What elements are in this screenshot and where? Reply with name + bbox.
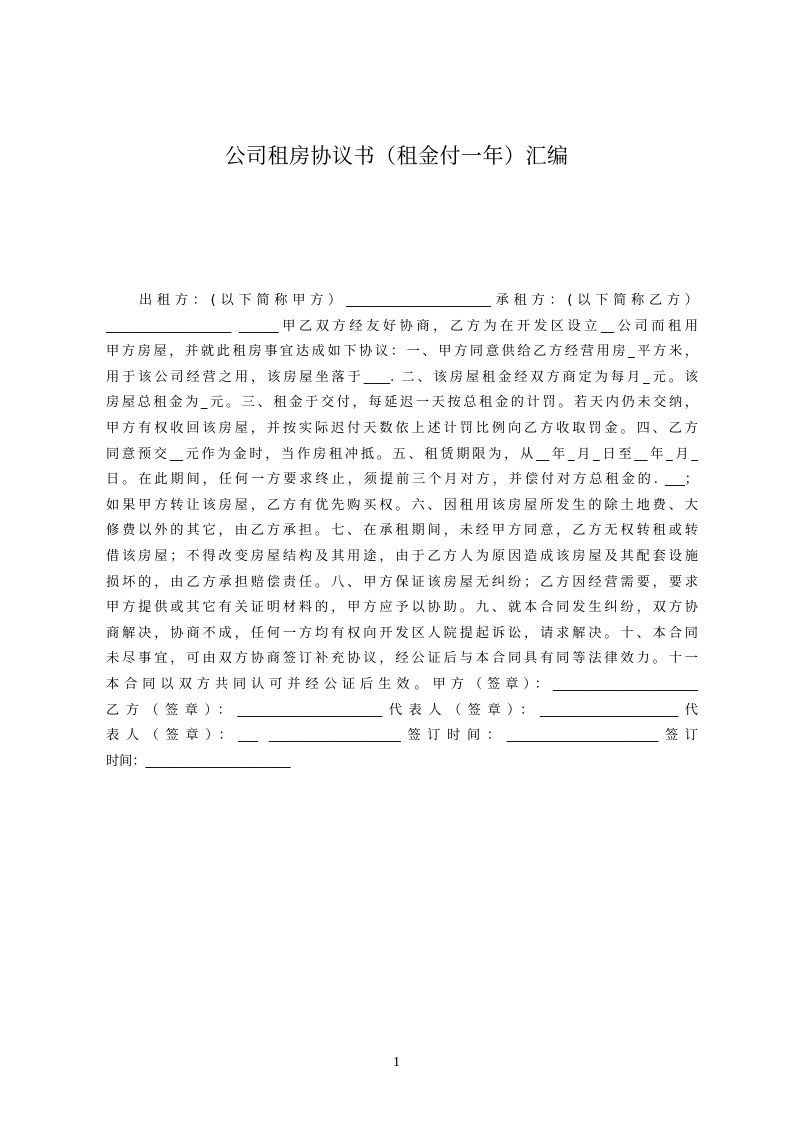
agreement-body xyxy=(106,288,698,774)
document-title: 公司租房协议书（租金付一年）汇编 xyxy=(224,144,569,168)
body-line: 甲方有权收回该房屋，并按实际迟付天数依上述计罚比例向乙方收取罚金。四、乙方 xyxy=(106,420,698,436)
body-line: 借该房屋；不得改变房屋结构及其用途，由于乙方人为原因造成该房屋及其配套设施 xyxy=(106,548,698,564)
body-line: 未尽事宜，可由双方协商签订补充协议，经公证后与本合同具有同等法律效力。十一 xyxy=(106,651,698,667)
body-line: 商解决，协商不成，任何一方均有权向开发区人院提起诉讼，请求解决。十、本合同 xyxy=(106,625,698,641)
body-line: 出租方：(以下简称甲方）______________________承租方：(以下简称乙方） xyxy=(139,293,698,308)
body-line: 日。在此期间，任何一方要求终止，须提前三个月对方，并偿付对方总租金的. ___； xyxy=(106,472,698,488)
body-line: 修费以外的其它，由乙方承担。七、在承租期间，未经甲方同意，乙方无权转租或转 xyxy=(106,523,698,539)
body-line: 甲方提供或其它有关证明材料的，甲方应予以协助。九、就本合同发生纠纷，双方协 xyxy=(106,600,698,616)
page-number: 1 xyxy=(393,1055,400,1070)
body-line: 本合同以双方共同认可并经公证后生效。甲方（签章）：______________________ xyxy=(106,676,698,692)
body-line: 用于该公司经营之用，该房屋坐落于____. 二、该房屋租金经双方商定为每月_元。该 xyxy=(106,369,698,385)
body-line: 甲方房屋，并就此租房事宜达成如下协议：一、甲方同意供给乙方经营用房_平方米， xyxy=(106,344,698,360)
body-line: 时间：______________________ xyxy=(106,753,291,769)
body-line: 同意预交__元作为金时，当作房租冲抵。五、租赁期限为，从__年_月_日至__年_月_ xyxy=(106,446,698,462)
body-line: 表人（签章）：___ ____________________签订时间：_______________________签订 xyxy=(106,728,698,744)
body-line: 损坏的，由乙方承担赔偿责任。八、甲方保证该房屋无纠纷；乙方因经营需要，要求 xyxy=(106,574,698,590)
body-line: 乙方（签章）：______________________代表人（签章）：_____________________代 xyxy=(106,702,698,718)
body-line: 房屋总租金为_元。三、租金于交付，每延迟一天按总租金的计罚。若天内仍未交纳， xyxy=(106,395,698,411)
body-line: 如果甲方转让该房屋，乙方有优先购买权。六、因租用该房屋所发生的除土地费、大 xyxy=(106,497,698,513)
body-line: ___________________ ______甲乙双方经友好协商，乙方为在开发区设立__公司而租用 xyxy=(106,318,698,334)
